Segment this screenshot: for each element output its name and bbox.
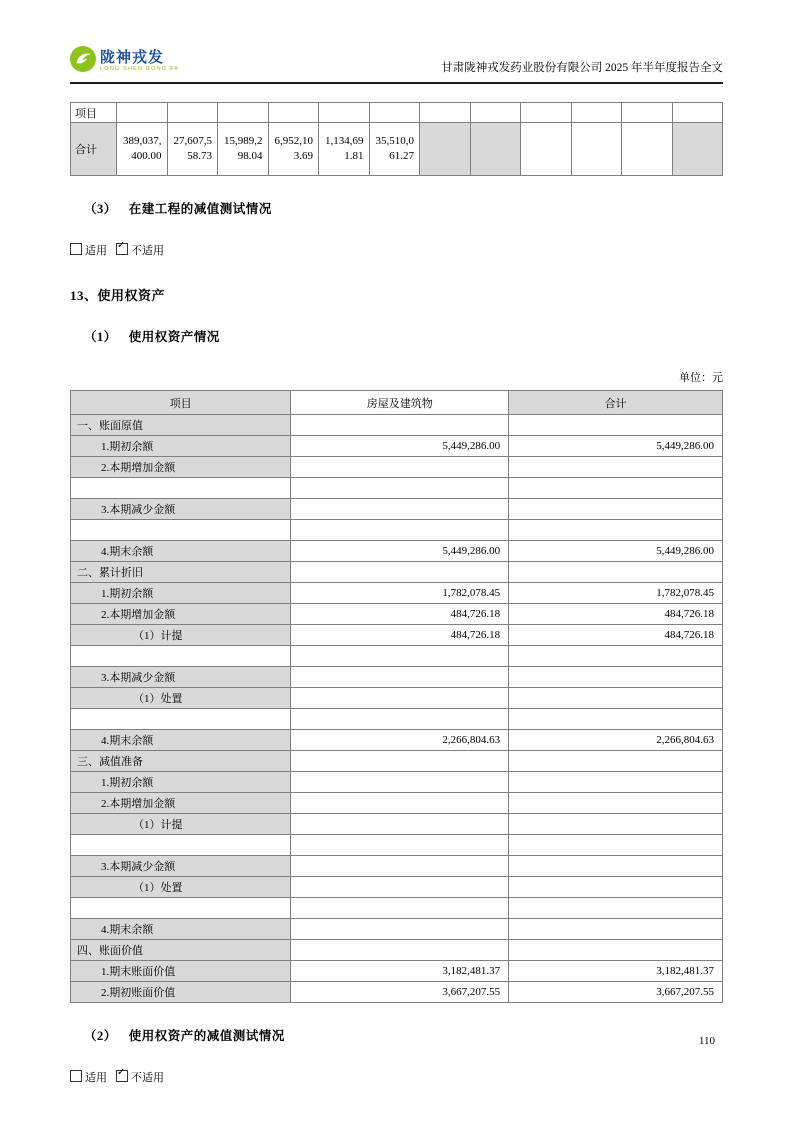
item-label-cell: 四、账面价值 xyxy=(71,940,291,961)
value-cell xyxy=(420,103,471,123)
cip-applicability-line xyxy=(70,242,723,258)
buildings-value-cell xyxy=(291,478,509,499)
total-value-cell: 5,449,286.00 xyxy=(509,541,723,562)
table-row xyxy=(71,436,723,457)
item-label-cell: 3.本期减少金额 xyxy=(71,856,291,877)
total-value-cell xyxy=(509,751,723,772)
value-cell xyxy=(117,103,168,123)
item-label-cell: 4.期末余额 xyxy=(71,541,291,562)
table-row xyxy=(71,751,723,772)
table-row xyxy=(71,919,723,940)
value-cell xyxy=(622,103,673,123)
table-header-row xyxy=(71,391,723,415)
table-row xyxy=(71,730,723,751)
spacer-row xyxy=(71,898,723,919)
unchecked-checkbox-icon xyxy=(70,243,82,255)
buildings-value-cell xyxy=(291,499,509,520)
table-row xyxy=(71,123,723,176)
table-row xyxy=(71,499,723,520)
item-label-cell: 3.本期减少金额 xyxy=(71,667,291,688)
buildings-value-cell xyxy=(291,415,509,436)
item-label-cell: 2.本期增加金额 xyxy=(71,457,291,478)
value-cell xyxy=(268,103,319,123)
checkbox-unchecked-option xyxy=(70,1072,107,1084)
buildings-value-cell xyxy=(291,667,509,688)
section-heading-rou-detail xyxy=(84,327,723,345)
item-label-cell: 1.期初余额 xyxy=(71,772,291,793)
spacer-row xyxy=(71,709,723,730)
item-label-cell xyxy=(71,709,291,730)
value-cell xyxy=(167,103,218,123)
buildings-value-cell xyxy=(291,457,509,478)
total-value-cell xyxy=(509,856,723,877)
total-value-cell xyxy=(509,877,723,898)
buildings-value-cell xyxy=(291,562,509,583)
page-number: 110 xyxy=(698,1035,715,1047)
buildings-value-cell xyxy=(291,940,509,961)
buildings-value-cell: 5,449,286.00 xyxy=(291,541,509,562)
total-value-cell xyxy=(509,814,723,835)
item-label-cell: 4.期末余额 xyxy=(71,730,291,751)
total-value-cell xyxy=(509,667,723,688)
total-value-cell xyxy=(509,898,723,919)
top-table xyxy=(70,102,723,176)
item-label-cell: 一、账面原值 xyxy=(71,415,291,436)
brand-name-cn: 陇神戎发 xyxy=(100,49,165,67)
row-label-cell: 项目 xyxy=(71,103,117,123)
section-number: （1） xyxy=(84,330,117,344)
value-cell xyxy=(571,123,622,176)
total-value-cell: 484,726.18 xyxy=(509,625,723,646)
value-cell: 6,952,103.69 xyxy=(268,123,319,176)
item-label-cell: 2.期初账面价值 xyxy=(71,982,291,1003)
item-label-cell: （1）计提 xyxy=(71,814,291,835)
buildings-value-cell xyxy=(291,520,509,541)
value-cell xyxy=(622,123,673,176)
total-value-cell xyxy=(509,919,723,940)
table-row xyxy=(71,793,723,814)
total-value-cell xyxy=(509,520,723,541)
section-number: （3） xyxy=(84,202,117,216)
company-logo xyxy=(70,46,179,77)
total-value-cell xyxy=(509,940,723,961)
buildings-value-cell xyxy=(291,793,509,814)
total-value-cell: 3,182,481.37 xyxy=(509,961,723,982)
item-label-cell xyxy=(71,520,291,541)
spacer-row xyxy=(71,835,723,856)
buildings-value-cell: 1,782,078.45 xyxy=(291,583,509,604)
value-cell xyxy=(521,103,572,123)
total-value-cell: 3,667,207.55 xyxy=(509,982,723,1003)
buildings-value-cell xyxy=(291,814,509,835)
total-value-cell xyxy=(509,499,723,520)
total-value-cell xyxy=(509,457,723,478)
section-heading-cip-test xyxy=(84,199,723,217)
section-heading-rou-test xyxy=(84,1026,723,1044)
checkbox-unchecked-option xyxy=(70,245,107,257)
buildings-value-cell xyxy=(291,646,509,667)
checkbox-label: 适用 xyxy=(85,245,107,257)
table-row xyxy=(71,877,723,898)
item-label-cell: 1.期末账面价值 xyxy=(71,961,291,982)
checkbox-checked-option xyxy=(116,245,164,257)
unchecked-checkbox-icon xyxy=(70,1070,82,1082)
rou-table xyxy=(70,390,723,1003)
item-label-cell: （1）处置 xyxy=(71,688,291,709)
table-row xyxy=(71,562,723,583)
spacer-row xyxy=(71,520,723,541)
buildings-value-cell: 484,726.18 xyxy=(291,625,509,646)
buildings-value-cell: 3,667,207.55 xyxy=(291,982,509,1003)
buildings-value-cell xyxy=(291,919,509,940)
total-value-cell: 2,266,804.63 xyxy=(509,730,723,751)
table-row xyxy=(71,625,723,646)
value-cell xyxy=(470,103,521,123)
column-header-item: 项目 xyxy=(71,391,291,415)
section-heading-text: 使用权资产的减值测试情况 xyxy=(128,1029,285,1043)
rou-applicability-line xyxy=(70,1069,723,1085)
table-row xyxy=(71,940,723,961)
section-heading-text: 使用权资产情况 xyxy=(128,330,220,344)
table-row xyxy=(71,604,723,625)
table-row xyxy=(71,541,723,562)
table-row xyxy=(71,667,723,688)
checkbox-label: 适用 xyxy=(85,1072,107,1084)
buildings-value-cell xyxy=(291,835,509,856)
buildings-value-cell xyxy=(291,772,509,793)
value-cell xyxy=(571,103,622,123)
buildings-value-cell: 3,182,481.37 xyxy=(291,961,509,982)
value-cell: 15,989,298.04 xyxy=(218,123,269,176)
total-value-cell xyxy=(509,562,723,583)
value-cell xyxy=(521,123,572,176)
item-label-cell: 2.本期增加金额 xyxy=(71,793,291,814)
total-value-cell: 484,726.18 xyxy=(509,604,723,625)
checked-checkbox-icon xyxy=(116,1070,128,1082)
value-cell xyxy=(420,123,471,176)
item-label-cell: （1）处置 xyxy=(71,877,291,898)
total-value-cell xyxy=(509,415,723,436)
item-label-cell xyxy=(71,835,291,856)
checkbox-label: 不适用 xyxy=(131,1072,164,1084)
item-label-cell: 1.期初余额 xyxy=(71,583,291,604)
total-value-cell xyxy=(509,793,723,814)
total-value-cell xyxy=(509,646,723,667)
checkbox-label: 不适用 xyxy=(131,245,164,257)
table-row xyxy=(71,583,723,604)
value-cell xyxy=(218,103,269,123)
buildings-value-cell xyxy=(291,709,509,730)
item-label-cell: 二、累计折旧 xyxy=(71,562,291,583)
item-label-cell xyxy=(71,646,291,667)
value-cell xyxy=(672,123,723,176)
value-cell: 35,510,061.27 xyxy=(369,123,420,176)
buildings-value-cell xyxy=(291,877,509,898)
page-header xyxy=(70,0,723,84)
spacer-row xyxy=(71,478,723,499)
total-value-cell xyxy=(509,709,723,730)
unit-label: 单位：元 xyxy=(679,372,723,384)
item-label-cell: 2.本期增加金额 xyxy=(71,604,291,625)
value-cell: 27,607,558.73 xyxy=(167,123,218,176)
item-label-cell: 3.本期减少金额 xyxy=(71,499,291,520)
buildings-value-cell xyxy=(291,751,509,772)
buildings-value-cell: 2,266,804.63 xyxy=(291,730,509,751)
value-cell xyxy=(369,103,420,123)
item-label-cell: 1.期初余额 xyxy=(71,436,291,457)
table-row xyxy=(71,982,723,1003)
brand-name-en: LONG SHEN RONG FA xyxy=(100,66,180,73)
item-label-cell: （1）计提 xyxy=(71,625,291,646)
value-cell xyxy=(470,123,521,176)
spacer-row xyxy=(71,646,723,667)
table-row xyxy=(71,961,723,982)
item-label-cell: 4.期末余额 xyxy=(71,919,291,940)
row-label-cell: 合计 xyxy=(71,123,117,176)
item-label-cell xyxy=(71,898,291,919)
table-row xyxy=(71,688,723,709)
table-row xyxy=(71,457,723,478)
value-cell: 1,134,691.81 xyxy=(319,123,370,176)
total-value-cell: 5,449,286.00 xyxy=(509,436,723,457)
buildings-value-cell: 5,449,286.00 xyxy=(291,436,509,457)
checked-checkbox-icon xyxy=(116,243,128,255)
table-row xyxy=(71,772,723,793)
item-label-cell xyxy=(71,478,291,499)
table-row xyxy=(71,814,723,835)
total-value-cell xyxy=(509,835,723,856)
logo-icon xyxy=(70,46,96,77)
total-value-cell: 1,782,078.45 xyxy=(509,583,723,604)
column-header-buildings: 房屋及建筑物 xyxy=(291,391,509,415)
buildings-value-cell xyxy=(291,856,509,877)
checkbox-checked-option xyxy=(116,1072,164,1084)
section-heading-text: 在建工程的减值测试情况 xyxy=(128,202,272,216)
total-value-cell xyxy=(509,772,723,793)
table-row xyxy=(71,103,723,123)
column-header-total: 合计 xyxy=(509,391,723,415)
item-label-cell: 三、减值准备 xyxy=(71,751,291,772)
buildings-value-cell xyxy=(291,898,509,919)
table-row xyxy=(71,856,723,877)
buildings-value-cell: 484,726.18 xyxy=(291,604,509,625)
total-value-cell xyxy=(509,478,723,499)
report-title: 甘肃陇神戎发药业股份有限公司 2025 年半年度报告全文 xyxy=(441,62,723,74)
section-heading-rou: 13、使用权资产 xyxy=(70,288,166,303)
section-number: （2） xyxy=(84,1029,117,1043)
total-value-cell xyxy=(509,688,723,709)
table-row xyxy=(71,415,723,436)
value-cell xyxy=(672,103,723,123)
value-cell: 389,037,400.00 xyxy=(117,123,168,176)
buildings-value-cell xyxy=(291,688,509,709)
value-cell xyxy=(319,103,370,123)
